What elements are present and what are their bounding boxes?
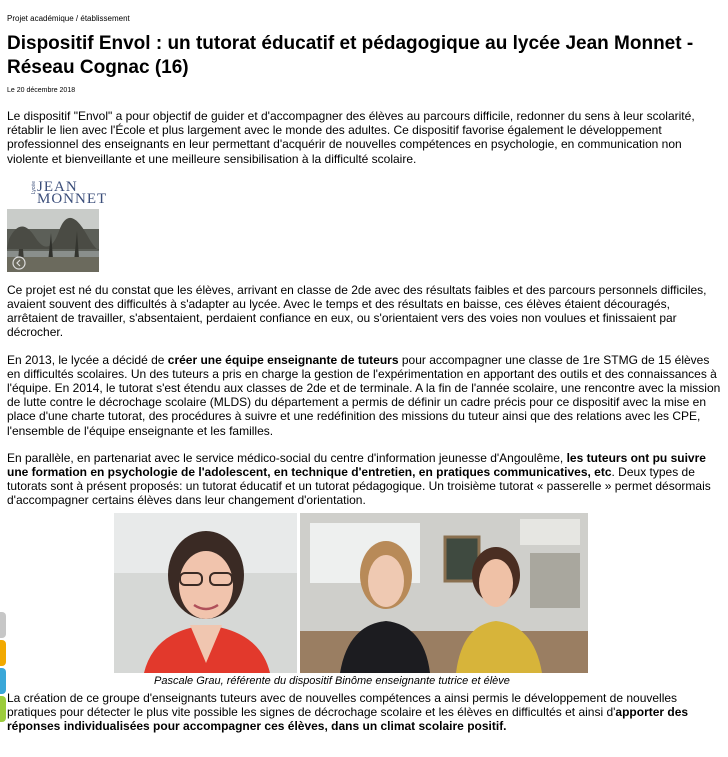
- photo-gallery: [7, 513, 722, 691]
- logo-line-2: MONNET: [37, 190, 108, 207]
- conclusion-highlight: apporter des réponses individualisées pour accompagner ces élèves, dans un climat scolaire positif.: [7, 704, 689, 734]
- school-illustration: [7, 178, 108, 275]
- article: [7, 14, 722, 746]
- training-highlight: les tuteurs ont pu suivre une formation en psychologie de l'adolescent, en technique d'entretien, en pratiques communicatives, etc: [7, 450, 706, 480]
- paragraph-origin: Ce projet est né du constat que les élèves, arrivant en classe de 2de avec des résultats faibles et des parcours personnels difficiles, avaient souvent des difficultés à s'adapter au lycée. Avec le temps et des résultats en baisse, ces élèves étaient découragés, arrêtaient de travailler, s'absentaient, perdaient confiance en eux, ou s'orientaient vers des voies non voulues et finissaient par décrocher.: [7, 282, 707, 340]
- history-text-1: En 2013, le lycée a décidé de: [7, 352, 168, 367]
- paragraph-intro: Le dispositif "Envol" a pour objectif de guider et d'accompagner des élèves au parcours difficile, redonner du sens à leur scolarité, rétablir le lien avec l'École et plus largement avec le monde des adultes. Ce dispositif favorise également le développement professionnel des enseignants en leur permettant d'acquérir de nouvelles compétences en psychologie, en communication non violente et bienveillante et une meilleure sensibilisation à la difficulté scolaire.: [7, 109, 695, 166]
- school-logo: [31, 178, 108, 207]
- side-tab-grey[interactable]: [0, 612, 6, 638]
- conclusion-text: La création de ce groupe d'enseignants tuteurs avec de nouvelles compétences a ainsi permis le développement de nouvelles pratiques pour détecter le plus vite possible les signes de décrochage scolaire et les élèves en difficultés et ainsi d': [7, 690, 678, 719]
- logo-lycee-text: Lycée: [31, 180, 37, 194]
- photo-binome: [300, 513, 588, 673]
- photo-referent: [114, 513, 297, 673]
- paragraph-history: [7, 353, 722, 438]
- school-photo: [7, 209, 99, 272]
- history-highlight: créer une équipe enseignante de tuteurs: [167, 352, 399, 367]
- photo-caption: Pascale Grau, référente du dispositif Binôme enseignante tutrice et élève: [154, 674, 510, 687]
- side-tabs: [0, 612, 6, 724]
- paragraph-training: [7, 451, 722, 508]
- side-tab-green[interactable]: [0, 696, 6, 722]
- breadcrumb-link[interactable]: Projet académique / établissement: [7, 14, 130, 23]
- side-tab-blue[interactable]: [0, 668, 6, 694]
- breadcrumb: [7, 14, 722, 24]
- publish-date: Le 20 décembre 2018: [7, 87, 76, 94]
- logo-line-1: JEAN: [37, 178, 78, 195]
- page-title: Dispositif Envol : un tutorat éducatif et pédagogique au lycée Jean Monnet - Réseau Cognac (16): [7, 33, 694, 78]
- paragraph-conclusion: [7, 691, 722, 734]
- training-text-2: . Deux types de tutorats sont à présent proposés: un tutorat éducatif et un tutorat pédagogique. Un troisième tutorat « passerelle » permet désormais d'accompagner certains élèves dans leur changement d'orientation.: [7, 465, 711, 508]
- training-text-1: En parallèle, en partenariat avec le service médico-social du centre d'information jeunesse d'Angoulême,: [7, 450, 567, 465]
- side-tab-orange[interactable]: [0, 640, 6, 666]
- history-text-2: pour accompagner une classe de 1re STMG de 15 élèves en difficultés scolaires. Un des tuteurs a pris en charge la gestion de l'expérimentation en apportant des outils et des connaissances à l'équipe. En 2014, le tutorat s'est étendu aux classes de 2de et de terminale. A la fin de l'année scolaire, une rencontre avec la mission de lutte contre le décrochage scolaire (MLDS) du département a permis de définir un cadre précis pour ce dispositif avec la mise en place d'une charte tutorat, des procédures à suivre et une redéfinition des missions du tuteur ainsi que des relations avec les CPE, l'ensemble de l'équipe enseignante et les familles.: [7, 352, 721, 438]
